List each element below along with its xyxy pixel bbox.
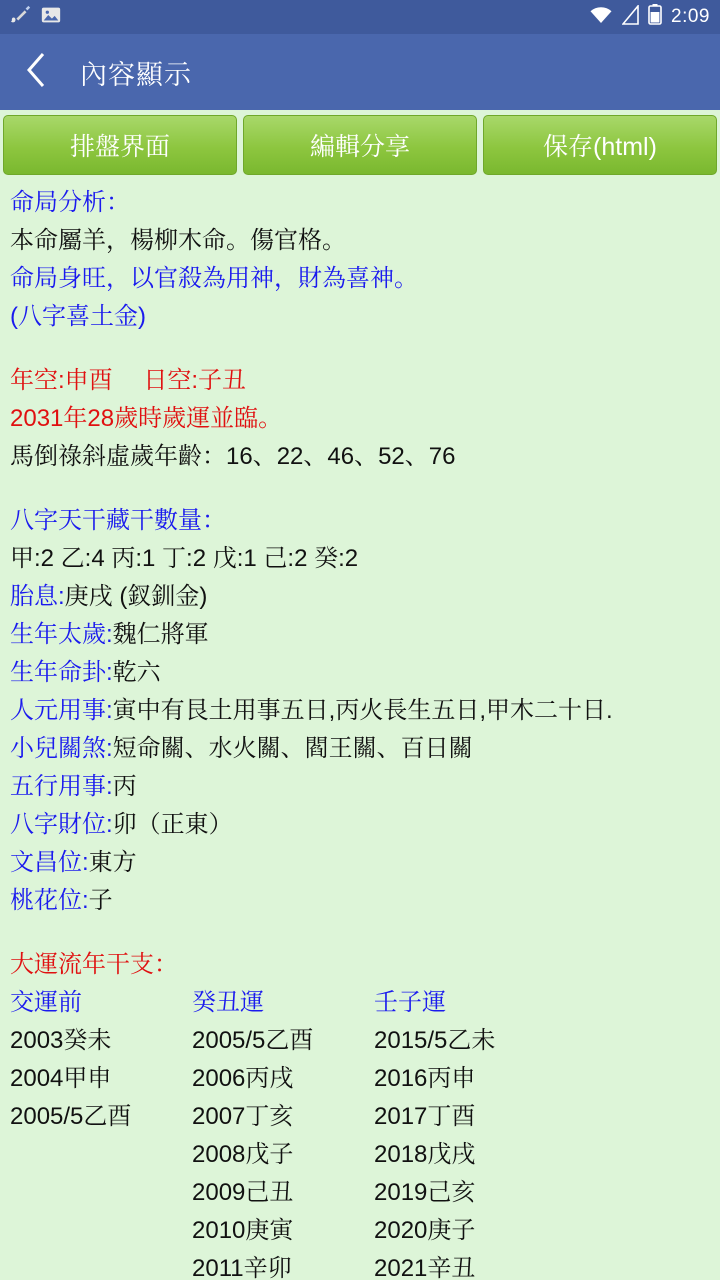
detail-value: 子 [88,887,113,914]
detail-label: 八字財位: [10,811,113,838]
status-bar-left-icons [10,4,589,31]
luck-cycle-heading: 大運流年干支： [10,951,178,978]
detail-value: 乾六 [112,659,161,686]
action-button-row [0,110,720,180]
detail-row [10,654,710,692]
fate-analysis-line-1: 本命屬羊，楊柳木命。傷官格。 [10,227,346,254]
signal-icon [622,5,639,30]
luck-column-1 [10,984,192,1280]
app-title-bar [0,34,720,110]
fate-analysis-line-3: (八字喜土金) [10,303,146,330]
detail-label: 小兒關煞: [10,735,113,762]
luck-cell: 2005/5乙酉 [192,1027,314,1054]
luck-column-header: 壬子運 [374,989,446,1016]
detail-value: 丙 [112,773,137,800]
status-bar-right-icons [589,4,710,30]
detail-row [10,882,710,920]
void-line: 年空:申酉 日空:子丑 [10,367,247,394]
luck-cell: 2004甲申 [10,1065,112,1092]
luck-cell: 2009己丑 [192,1179,294,1206]
detail-value: 庚戌 (釵釧金) [64,583,208,610]
luck-cell: 2016丙申 [374,1065,476,1092]
detail-label: 生年命卦: [10,659,113,686]
luck-cell: 2003癸未 [10,1027,112,1054]
page-title: 內容顯示 [80,59,192,90]
detail-label: 五行用事: [10,773,113,800]
detail-label: 胎息: [10,583,65,610]
spacer-2 [10,476,710,502]
edit-share-button[interactable]: 編輯分享 [243,115,477,175]
luck-cell: 2015/5乙未 [374,1027,496,1054]
luck-column-header: 交運前 [10,989,82,1016]
luck-cell: 2020庚子 [374,1217,476,1244]
save-html-button[interactable]: 保存(html) [483,115,717,175]
battery-icon [648,4,662,30]
stem-count-line: 甲:2 乙:4 丙:1 丁:2 戊:1 己:2 癸:2 [10,545,359,572]
luck-cell: 2011辛卯 [192,1255,292,1280]
spacer-3 [10,920,710,946]
detail-label: 文昌位: [10,849,89,876]
luck-cell: 2019己亥 [374,1179,476,1206]
detail-label: 桃花位: [10,887,89,914]
app-icon-paint [10,4,32,31]
detail-row [10,578,710,616]
content-area[interactable] [0,180,720,1280]
back-button[interactable] [14,50,58,94]
chart-view-button[interactable]: 排盤界面 [3,115,237,175]
luck-column-3 [374,984,556,1280]
detail-row [10,844,710,882]
detail-value: 短命關、水火關、閻王關、百日關 [112,735,473,762]
detail-value: 卯（正東） [112,811,233,838]
detail-label: 人元用事: [10,697,113,724]
detail-row [10,768,710,806]
detail-label: 生年太歲: [10,621,113,648]
detail-row [10,692,710,730]
back-chevron-icon [23,51,49,94]
spacer-1 [10,336,710,362]
luck-cell: 2018戊戌 [374,1141,476,1168]
detail-value: 魏仁將軍 [112,621,209,648]
age-list-line: 馬倒祿斜虛歲年齡：16、22、46、52、76 [10,443,456,470]
detail-value: 寅中有艮土用事五日,丙火長生五日,甲木二十日. [112,697,613,724]
luck-cell: 2017丁酉 [374,1103,476,1130]
luck-cell: 2010庚寅 [192,1217,294,1244]
year-luck-line: 2031年28歲時歲運並臨。 [10,405,283,432]
luck-cell: 2007丁亥 [192,1103,294,1130]
wifi-icon [589,6,613,29]
luck-column-header: 癸丑運 [192,989,264,1016]
detail-value: 東方 [88,849,137,876]
luck-cell: 2008戊子 [192,1141,294,1168]
status-bar [0,0,720,34]
fate-analysis-heading: 命局分析： [10,189,130,216]
luck-cycle-table [10,984,710,1280]
detail-row [10,730,710,768]
luck-cell: 2021辛丑 [374,1255,476,1280]
luck-column-2 [192,984,374,1280]
stem-count-heading: 八字天干藏干數量： [10,507,226,534]
detail-row [10,616,710,654]
fate-analysis-line-2: 命局身旺，以官殺為用神，財為喜神。 [10,265,418,292]
luck-cell: 2006丙戌 [192,1065,294,1092]
image-icon [40,4,62,31]
luck-cell: 2005/5乙酉 [10,1103,132,1130]
detail-row [10,806,710,844]
status-bar-clock: 2:09 [671,6,710,27]
